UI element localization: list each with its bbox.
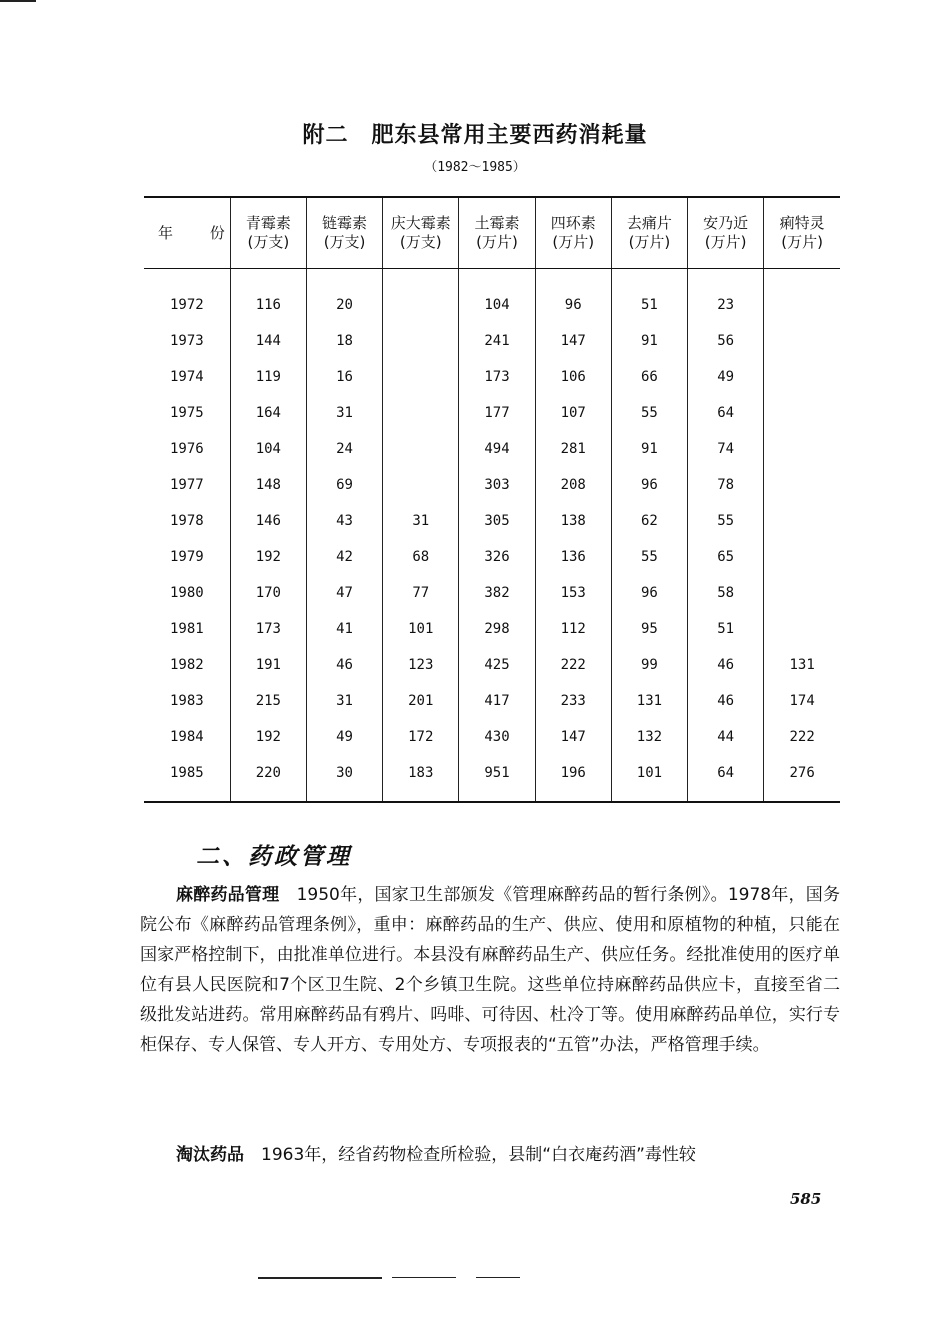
column-header-unit: (万片)	[552, 233, 595, 251]
value-cell: 119	[230, 359, 306, 395]
year-cell: 1974	[170, 369, 204, 385]
value-cell	[764, 575, 840, 611]
value-cell	[383, 431, 459, 467]
year-cell: 1972	[170, 297, 204, 313]
value-cell: 138	[535, 503, 611, 539]
value-cell: 233	[535, 683, 611, 719]
value-cell: 62	[611, 503, 687, 539]
value-cell: 164	[230, 395, 306, 431]
column-header	[230, 197, 306, 269]
column-header	[383, 197, 459, 269]
value-cell	[764, 611, 840, 647]
column-header-name: 青霉素	[245, 214, 291, 232]
value-cell	[383, 467, 459, 503]
value-cell: 46	[688, 647, 764, 683]
value-cell: 43	[306, 503, 382, 539]
value-cell: 95	[611, 611, 687, 647]
column-header-name: 去痛片	[626, 214, 672, 232]
value-cell: 417	[459, 683, 535, 719]
value-cell: 146	[230, 503, 306, 539]
year-cell: 1975	[170, 405, 204, 421]
value-cell	[764, 539, 840, 575]
year-cell: 1979	[170, 549, 204, 565]
value-cell: 131	[764, 647, 840, 683]
value-cell: 201	[383, 683, 459, 719]
value-cell: 144	[230, 323, 306, 359]
section-heading: 二、药政管理	[196, 843, 352, 870]
value-cell: 430	[459, 719, 535, 755]
year-cell: 1983	[170, 693, 204, 709]
column-header-unit: (万片)	[704, 233, 747, 251]
value-cell: 276	[764, 755, 840, 802]
year-cell: 1985	[170, 765, 204, 781]
value-cell	[383, 359, 459, 395]
value-cell: 298	[459, 611, 535, 647]
value-cell: 58	[688, 575, 764, 611]
table-row	[144, 431, 840, 467]
value-cell: 494	[459, 431, 535, 467]
value-cell: 112	[535, 611, 611, 647]
value-cell: 78	[688, 467, 764, 503]
column-header-unit: (万支)	[247, 233, 290, 251]
value-cell: 55	[611, 539, 687, 575]
value-cell: 65	[688, 539, 764, 575]
value-cell: 241	[459, 323, 535, 359]
table-header-row	[144, 197, 840, 269]
value-cell	[764, 359, 840, 395]
value-cell: 382	[459, 575, 535, 611]
value-cell: 147	[535, 323, 611, 359]
value-cell: 66	[611, 359, 687, 395]
table-row	[144, 719, 840, 755]
value-cell: 64	[688, 755, 764, 802]
value-cell	[764, 269, 840, 324]
column-header	[764, 197, 840, 269]
value-cell	[764, 431, 840, 467]
value-cell: 220	[230, 755, 306, 802]
table-row	[144, 539, 840, 575]
value-cell: 281	[535, 431, 611, 467]
value-cell: 96	[611, 575, 687, 611]
table-row	[144, 611, 840, 647]
table-title: 附二 肥东县常用主要西药消耗量	[302, 123, 648, 148]
value-cell: 132	[611, 719, 687, 755]
value-cell: 46	[306, 647, 382, 683]
value-cell: 96	[611, 467, 687, 503]
value-cell: 69	[306, 467, 382, 503]
paragraph	[140, 1140, 840, 1170]
value-cell: 173	[459, 359, 535, 395]
value-cell: 56	[688, 323, 764, 359]
value-cell: 99	[611, 647, 687, 683]
value-cell: 106	[535, 359, 611, 395]
value-cell: 303	[459, 467, 535, 503]
value-cell: 222	[764, 719, 840, 755]
value-cell: 172	[383, 719, 459, 755]
column-header	[306, 197, 382, 269]
table-row	[144, 395, 840, 431]
value-cell: 425	[459, 647, 535, 683]
paragraph	[140, 880, 840, 1060]
value-cell: 68	[383, 539, 459, 575]
value-cell: 31	[306, 683, 382, 719]
value-cell: 20	[306, 269, 382, 324]
value-cell: 148	[230, 467, 306, 503]
value-cell: 208	[535, 467, 611, 503]
column-header-unit: (万片)	[476, 233, 518, 251]
value-cell: 91	[611, 431, 687, 467]
value-cell: 96	[535, 269, 611, 324]
table-row	[144, 575, 840, 611]
value-cell: 101	[611, 755, 687, 802]
column-header-unit: (万支)	[399, 233, 442, 251]
paragraph-lead: 淘汰药品	[176, 1145, 244, 1165]
value-cell: 107	[535, 395, 611, 431]
table-row	[144, 467, 840, 503]
column-header	[688, 197, 764, 269]
value-cell: 46	[688, 683, 764, 719]
value-cell	[764, 395, 840, 431]
value-cell: 77	[383, 575, 459, 611]
year-cell: 1981	[170, 621, 204, 637]
scan-artifact-line	[476, 1277, 520, 1278]
year-cell: 1973	[170, 333, 204, 349]
value-cell: 47	[306, 575, 382, 611]
value-cell	[383, 323, 459, 359]
value-cell: 41	[306, 611, 382, 647]
column-header	[144, 197, 241, 269]
value-cell: 191	[230, 647, 306, 683]
column-header-name: 土霉素	[474, 214, 520, 232]
value-cell: 24	[306, 431, 382, 467]
value-cell: 326	[459, 539, 535, 575]
value-cell	[383, 269, 459, 324]
value-cell: 44	[688, 719, 764, 755]
column-header-unit: (万片)	[781, 233, 823, 251]
table-row	[144, 647, 840, 683]
year-cell: 1976	[170, 441, 204, 457]
value-cell: 183	[383, 755, 459, 802]
table-subtitle: （1982～1985）	[424, 160, 526, 175]
value-cell: 136	[535, 539, 611, 575]
value-cell: 51	[611, 269, 687, 324]
paragraph-text: 1950年，国家卫生部颁发《管理麻醉药品的暂行条例》。1978年，国务院公布《麻醉药品管理条例》，重申：麻醉药品的生产、供应、使用和原植物的种植，只能在国家严格控制下，由批准单位进行。本县没有麻醉药品生产、供应任务。经批准使用的医疗单位有县人民医院和7个区卫生院、2个乡镇卫生院。这些单位持麻醉药品供应卡，直接至省二级批发站进药。常用麻醉药品有鸦片、吗啡、可待因、杜冷丁等。使用麻醉药品单位，实行专柜保存、专人保管、专人开方、专用处方、专项报表的“五管”办法，严格管理手续。	[140, 885, 841, 1055]
value-cell: 147	[535, 719, 611, 755]
column-header	[535, 197, 611, 269]
year-cell: 1978	[170, 513, 204, 529]
value-cell: 116	[230, 269, 306, 324]
column-header-unit: (万支)	[323, 233, 366, 251]
value-cell: 51	[688, 611, 764, 647]
value-cell: 192	[230, 719, 306, 755]
value-cell: 31	[306, 395, 382, 431]
paragraph-lead: 麻醉药品管理	[176, 885, 280, 905]
table-row	[144, 755, 840, 802]
column-header-name: 链霉素	[322, 214, 368, 232]
value-cell	[383, 395, 459, 431]
column-header-name: 痢特灵	[779, 214, 825, 232]
value-cell: 174	[764, 683, 840, 719]
year-cell: 1977	[170, 477, 204, 493]
value-cell: 55	[611, 395, 687, 431]
table-row	[144, 683, 840, 719]
value-cell: 104	[230, 431, 306, 467]
value-cell: 31	[383, 503, 459, 539]
column-header-name: 年 份	[158, 223, 241, 242]
value-cell: 192	[230, 539, 306, 575]
value-cell: 30	[306, 755, 382, 802]
year-cell: 1982	[170, 657, 204, 673]
value-cell: 222	[535, 647, 611, 683]
value-cell: 55	[688, 503, 764, 539]
value-cell: 49	[688, 359, 764, 395]
value-cell: 91	[611, 323, 687, 359]
scan-artifact-line	[258, 1277, 382, 1279]
value-cell: 215	[230, 683, 306, 719]
page-number: 585	[790, 1190, 822, 1208]
scan-artifact-line	[392, 1277, 456, 1278]
column-header-unit: (万片)	[628, 233, 671, 251]
value-cell: 64	[688, 395, 764, 431]
value-cell: 951	[459, 755, 535, 802]
table-body	[144, 269, 840, 803]
value-cell	[764, 503, 840, 539]
column-header-name: 四环素	[550, 214, 596, 232]
table-row	[144, 359, 840, 395]
year-cell: 1980	[170, 585, 204, 601]
table-row	[144, 269, 840, 324]
value-cell: 131	[611, 683, 687, 719]
table-row	[144, 503, 840, 539]
value-cell: 18	[306, 323, 382, 359]
column-header	[611, 197, 687, 269]
value-cell: 16	[306, 359, 382, 395]
value-cell: 196	[535, 755, 611, 802]
value-cell: 153	[535, 575, 611, 611]
value-cell: 42	[306, 539, 382, 575]
consumption-table	[144, 196, 840, 803]
value-cell: 170	[230, 575, 306, 611]
value-cell: 177	[459, 395, 535, 431]
value-cell: 173	[230, 611, 306, 647]
value-cell	[764, 467, 840, 503]
table-row	[144, 323, 840, 359]
value-cell: 101	[383, 611, 459, 647]
scan-artifact-line	[0, 0, 36, 2]
paragraph-text: 1963年，经省药物检查所检验，县制“白衣庵药酒”毒性较	[244, 1145, 696, 1165]
column-header-name: 庆大霉素	[390, 214, 451, 232]
value-cell: 123	[383, 647, 459, 683]
value-cell	[764, 323, 840, 359]
column-header-name: 安乃近	[703, 214, 749, 232]
year-cell: 1984	[170, 729, 204, 745]
value-cell: 104	[459, 269, 535, 324]
value-cell: 305	[459, 503, 535, 539]
value-cell: 74	[688, 431, 764, 467]
column-header	[459, 197, 535, 269]
value-cell: 49	[306, 719, 382, 755]
value-cell: 23	[688, 269, 764, 324]
